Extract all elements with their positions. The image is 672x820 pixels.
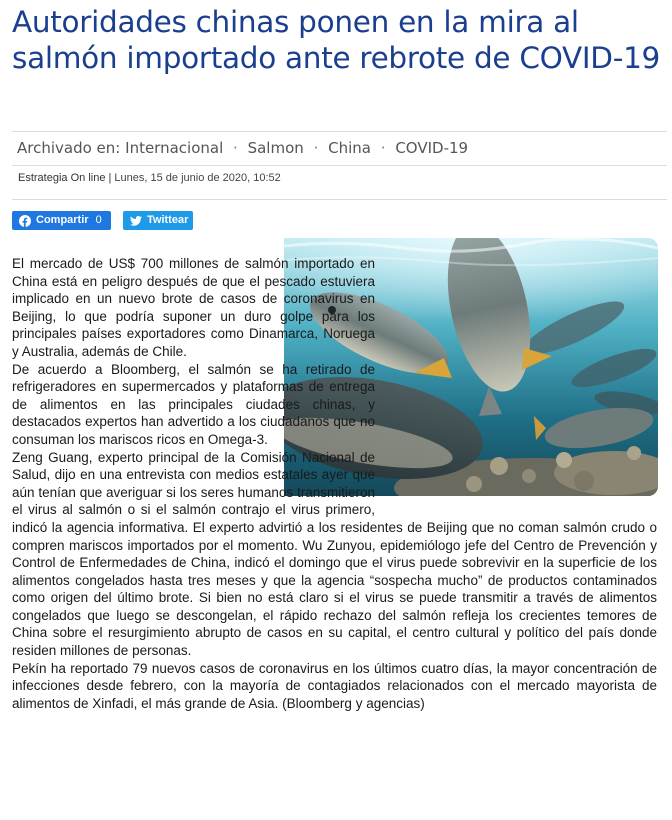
article-title: Autoridades chinas ponen en la mira al salmón importado ante rebrote de COVID-19	[12, 5, 661, 75]
facebook-share-count: 0	[95, 214, 102, 226]
tag-internacional[interactable]: Internacional	[125, 139, 224, 157]
tag-salmon[interactable]: Salmon	[247, 139, 304, 157]
twitter-bird-icon	[130, 216, 142, 226]
image-float-spacer	[375, 255, 657, 511]
article-paragraph: De acuerdo a Bloomberg, el salmón se ha retirado de refrigeradores en supermercados y plataformas de entrega de alimentos en las principales ciudades chinas, y destacados expertos han advertido a los ciudadanos que no consuman los mariscos ricos en Omega-3.	[12, 361, 375, 447]
archive-prefix: Archivado en:	[17, 139, 121, 157]
article-meta	[18, 172, 281, 184]
tag-separator: ·	[233, 139, 238, 157]
article-source: Estrategia On line	[18, 172, 106, 184]
archive-tags-bar	[12, 131, 667, 166]
twitter-share-label: Twittear	[147, 214, 189, 226]
article-body	[12, 255, 657, 712]
facebook-icon	[19, 215, 31, 227]
twitter-share-button[interactable]	[123, 211, 193, 230]
tag-china[interactable]: China	[328, 139, 371, 157]
article-paragraph: El mercado de US$ 700 millones de salmón importado en China está en peligro después de que el pescado estuviera implicado en un nuevo brote de casos de coronavirus en Beijing, lo que podría suponer un duro golpe para los principales países exportadores como Dinamarca, Noruega y Australia, además de Chile.	[12, 256, 375, 359]
article-paragraph: Zeng Guang, experto principal de la Comisión Nacional de Salud, dijo en una entrevista con medios estatales ayer que aún tenían que averiguar si los seres humanos transmitieron el virus al salmón o si el salmón contrajo el virus primero, indicó la agencia informativa. El experto advirtió a los residentes de Beijing que no coman salmón crudo o compren mariscos importados por el momento. Wu Zunyou, epidemiólogo jefe del Centro de Prevención y Control de Enfermedades de China, indicó el domingo que el virus puede sobrevivir en la superficie de los alimentos congelados hasta tres meses y que la agencia “sospecha mucho” de productos contaminados como origen del último brote. Si bien no está claro si el virus se puede transmitir a través de alimentos congelados que luego se descongelan, el rápido rechazo del salmón refleja los crecientes temores de China sobre el resurgimiento abrupto de casos en su capital, el centro cultural y político del país donde residen millones de personas.	[12, 449, 657, 659]
facebook-share-label: Compartir	[36, 214, 89, 226]
facebook-share-button[interactable]	[12, 211, 111, 230]
tag-separator: ·	[313, 139, 319, 157]
tag-covid-19[interactable]: COVID-19	[395, 139, 469, 157]
meta-divider-line	[12, 199, 667, 200]
tag-separator: ·	[380, 139, 386, 157]
article-paragraph: Pekín ha reportado 79 nuevos casos de coronavirus en los últimos cuatro días, la mayor concentración de infecciones desde febrero, con la mayoría de contagiados relacionados con el mercado mayorista de alimentos de Xinfadi, el más grande de Asia. (Bloomberg y agencias)	[12, 660, 657, 711]
meta-divider: |	[108, 172, 112, 184]
article-date: Lunes, 15 de junio de 2020, 10:52	[114, 172, 281, 184]
